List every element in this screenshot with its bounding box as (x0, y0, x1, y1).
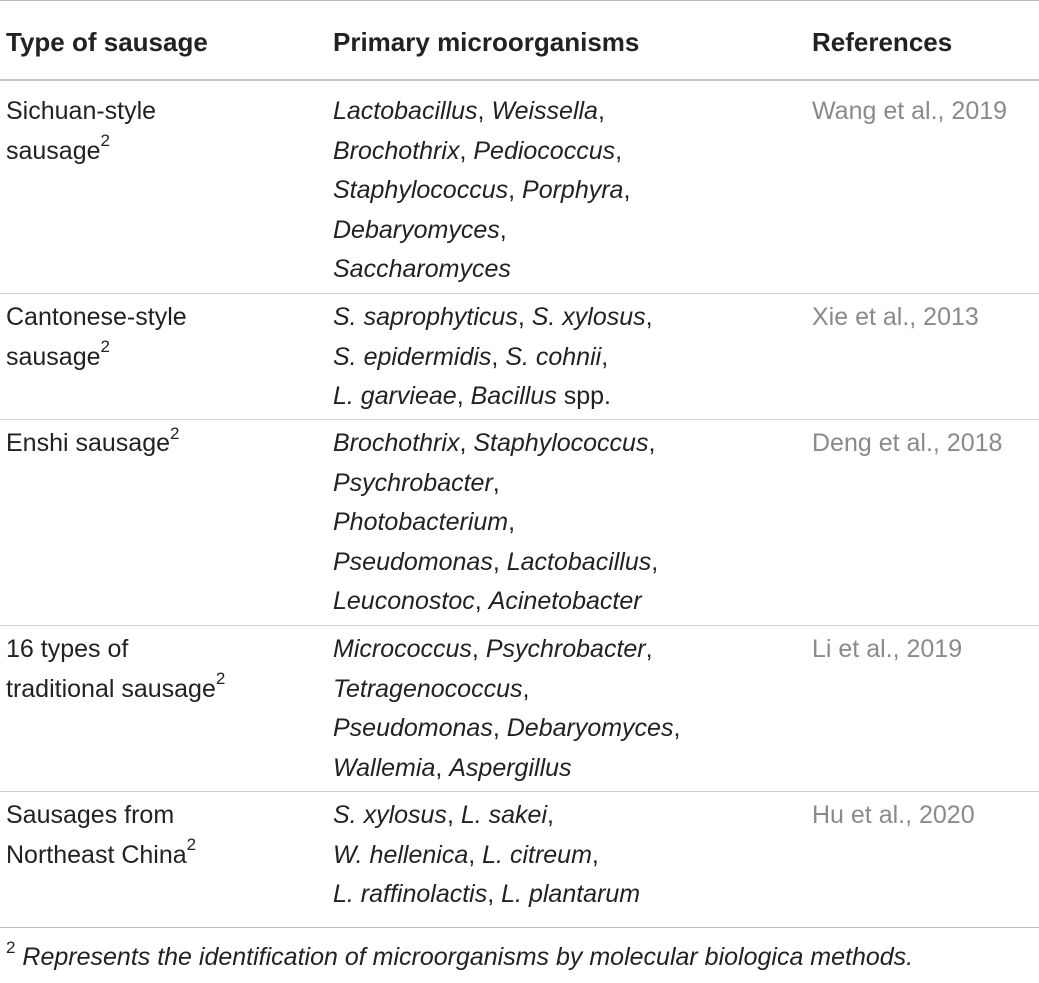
sausage-type-cell (6, 424, 306, 464)
sausage-type-line (6, 670, 306, 710)
reference-cell: Wang et al., 2019 (812, 97, 1008, 125)
separator-text: , (492, 547, 507, 576)
microorganisms-line (333, 670, 783, 710)
sausage-type-line (6, 836, 306, 876)
separator-text: , (468, 840, 483, 869)
separator-text: , (474, 587, 489, 615)
separator-text: , (477, 97, 492, 125)
sausage-type-text: Cantonese-style (6, 303, 187, 331)
separator-text: , (492, 468, 500, 497)
organism-name: L. garvieae (333, 382, 457, 410)
separator-text: , (446, 801, 461, 829)
footnote-superscript: 2 (100, 131, 110, 151)
separator-text: , (522, 674, 530, 703)
microorganisms-line (333, 338, 783, 378)
organism-name: Leuconostoc (333, 587, 475, 615)
separator-text: , (673, 714, 681, 742)
separator-text: , (651, 547, 659, 576)
microorganisms-cell (333, 424, 783, 622)
organism-name: Photobacterium (333, 508, 509, 536)
footnote-superscript: 2 (215, 669, 226, 689)
separator-text: , (491, 342, 506, 371)
organism-name: Weissella (491, 97, 598, 125)
organism-name: L. raffinolactis (333, 880, 488, 908)
microorganisms-line (333, 171, 783, 211)
sausage-type-text: traditional sausage (6, 674, 216, 703)
sausage-type-text: sausage (6, 136, 101, 165)
separator-text: , (499, 215, 507, 244)
microorganisms-cell (333, 630, 783, 788)
organism-name: S. xylosus (531, 303, 646, 331)
organism-name: Psychrobacter (333, 468, 493, 497)
organism-name: L. plantarum (501, 880, 641, 908)
organism-name: Staphylococcus (473, 429, 649, 457)
organism-name: Debaryomyces (333, 215, 500, 244)
sausage-type-line (6, 338, 306, 378)
separator-text: , (508, 508, 516, 536)
organism-name: Lactobacillus (506, 547, 652, 576)
organism-name: Brochothrix (333, 429, 460, 457)
separator-text: , (459, 136, 474, 165)
organism-name: Bacillus (470, 382, 557, 410)
row-divider (0, 791, 1039, 792)
header-type-of-sausage: Type of sausage (6, 27, 208, 57)
separator-text: , (459, 429, 474, 457)
separator-text: , (615, 136, 623, 165)
separator-text: , (517, 303, 532, 331)
sausage-type-line (6, 424, 306, 464)
footnote-superscript: 2 (170, 423, 180, 443)
sausage-type-line (6, 92, 306, 132)
organism-name: Pseudomonas (333, 547, 493, 576)
footnote-text: Represents the identification of microorganisms by molecular biologica methods. (22, 943, 914, 971)
microorganisms-line (333, 503, 783, 543)
microorganisms-line (333, 298, 783, 338)
sausage-type-cell (6, 298, 306, 377)
microorganisms-line (333, 543, 783, 583)
sausage-type-line (6, 630, 306, 670)
microorganisms-cell (333, 92, 783, 290)
separator-text: , (591, 840, 599, 869)
microorganisms-line (333, 250, 783, 290)
separator-text: , (471, 635, 486, 663)
footnote-superscript: 2 (186, 835, 197, 855)
sausage-type-line (6, 298, 306, 338)
microorganisms-line (333, 464, 783, 504)
separator-text: , (456, 382, 471, 410)
microorganisms-line (333, 709, 783, 749)
sausage-type-cell (6, 796, 306, 875)
separator-text: , (492, 714, 507, 742)
microorganisms-line (333, 836, 783, 876)
organism-name: Tetragenococcus (333, 674, 523, 703)
microorganisms-line (333, 796, 783, 836)
sausage-type-text: 16 types of (6, 635, 129, 663)
organism-name: S. cohnii (505, 342, 602, 371)
sausage-type-line (6, 132, 306, 172)
organism-name: Debaryomyces (506, 714, 674, 742)
sausage-type-text: Sichuan-style (6, 97, 157, 125)
organism-name: L. citreum (482, 840, 592, 869)
footnote-superscript: 2 (100, 337, 110, 357)
organism-name: Lactobacillus (333, 97, 478, 125)
separator-text: , (648, 429, 656, 457)
microorganisms-cell (333, 298, 783, 417)
microorganisms-line (333, 92, 783, 132)
separator-text: , (623, 176, 631, 204)
sausage-type-cell (6, 92, 306, 171)
separator-text: , (508, 176, 523, 204)
header-primary-microorganisms: Primary microorganisms (333, 27, 640, 57)
separator-text: , (435, 753, 450, 782)
microorganisms-line (333, 875, 783, 915)
separator-text: , (547, 801, 554, 829)
organism-name: S. xylosus (333, 801, 447, 829)
microorganisms-line (333, 132, 783, 172)
microorganisms-line (333, 630, 783, 670)
organism-name: Aspergillus (449, 753, 572, 782)
separator-text: , (645, 635, 653, 663)
separator-text: spp. (556, 382, 611, 410)
organism-name: W. hellenica (333, 840, 469, 869)
microorganisms-line (333, 424, 783, 464)
table-footer-divider (0, 927, 1039, 928)
header-divider (0, 79, 1039, 81)
organism-name: Wallemia (333, 753, 436, 782)
organism-name: Pediococcus (473, 136, 616, 165)
separator-text: , (601, 342, 609, 371)
organism-name: Porphyra (522, 176, 624, 204)
sausage-type-line (6, 796, 306, 836)
sausage-type-text: Enshi sausage (6, 429, 171, 457)
table-header-row (0, 0, 1039, 83)
sausage-type-text: sausage (6, 342, 101, 371)
organism-name: S. saprophyticus (333, 303, 518, 331)
organism-name: Micrococcus (333, 635, 472, 663)
row-divider (0, 625, 1039, 626)
organism-name: Brochothrix (333, 136, 460, 165)
microorganisms-cell (333, 796, 783, 915)
organism-name: S. epidermidis (333, 342, 492, 371)
separator-text: , (487, 880, 502, 908)
row-divider (0, 419, 1039, 420)
row-divider (0, 293, 1039, 294)
sausage-type-cell (6, 630, 306, 709)
organism-name: Saccharomyces (333, 255, 511, 283)
footnote-marker: 2 (6, 937, 16, 957)
reference-cell: Li et al., 2019 (812, 635, 963, 663)
organism-name: Pseudomonas (333, 714, 493, 742)
organism-name: Staphylococcus (333, 176, 509, 204)
microorganisms-line (333, 211, 783, 251)
organism-name: Acinetobacter (488, 587, 642, 615)
separator-text: , (645, 303, 653, 331)
table-footnote (6, 939, 913, 975)
sausage-type-text: Northeast China (6, 840, 187, 869)
reference-cell: Xie et al., 2013 (812, 303, 979, 331)
separator-text: , (597, 97, 605, 125)
organism-name: Psychrobacter (485, 635, 646, 663)
sausage-type-text: Sausages from (6, 801, 175, 829)
reference-cell: Deng et al., 2018 (812, 429, 1003, 457)
header-references: References (812, 27, 953, 57)
microorganisms-line (333, 749, 783, 789)
organism-name: L. sakei (460, 801, 548, 829)
reference-cell: Hu et al., 2020 (812, 801, 975, 829)
microorganisms-line (333, 582, 783, 622)
microorganisms-line (333, 377, 783, 417)
